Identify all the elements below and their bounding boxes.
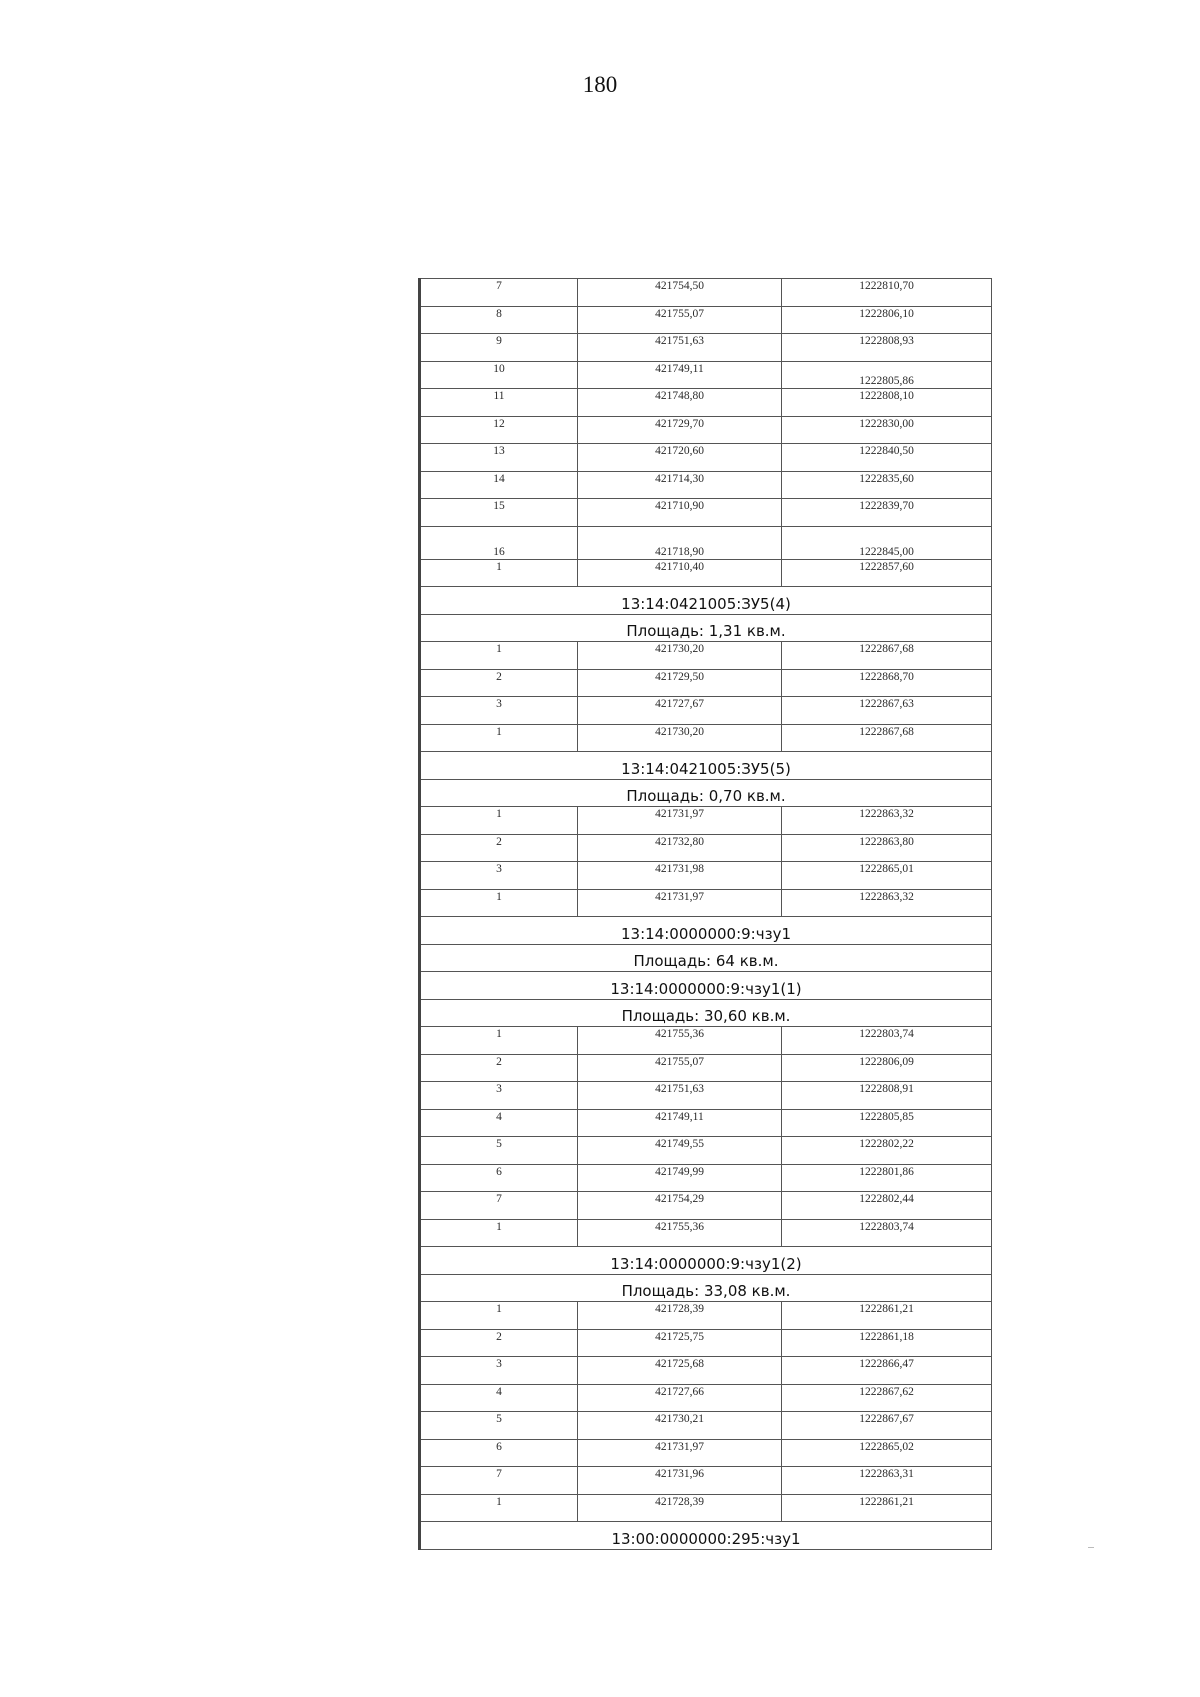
point-number-cell: 5: [420, 1137, 578, 1165]
x-coordinate-cell: 421754,29: [578, 1192, 782, 1220]
section-header-row: [420, 614, 992, 642]
point-number-cell: 6: [420, 1439, 578, 1467]
page-number: 180: [582, 72, 618, 97]
section-header-text: 13:14:0421005:ЗУ5(4): [420, 587, 992, 615]
y-coordinate-cell: 1222805,86: [782, 361, 992, 389]
x-coordinate-cell: 421729,70: [578, 416, 782, 444]
point-number-cell: 7: [420, 1192, 578, 1220]
point-number-cell: 2: [420, 834, 578, 862]
point-number-cell: 7: [420, 279, 578, 307]
x-coordinate-cell: 421725,75: [578, 1329, 782, 1357]
y-coordinate-cell: 1222808,91: [782, 1082, 992, 1110]
point-row: [420, 1164, 992, 1192]
section-header-text: 13:14:0000000:9:чзу1(1): [420, 972, 992, 1000]
x-coordinate-cell: 421727,67: [578, 697, 782, 725]
x-coordinate-cell: 421728,39: [578, 1494, 782, 1522]
section-header-row: [420, 752, 992, 780]
section-header-row: [420, 1522, 992, 1550]
x-coordinate-cell: 421751,63: [578, 334, 782, 362]
section-header-row: [420, 999, 992, 1027]
point-number-cell: 4: [420, 1109, 578, 1137]
section-header-text: Площадь: 0,70 кв.м.: [420, 779, 992, 807]
y-coordinate-cell: 1222806,09: [782, 1054, 992, 1082]
point-row: [420, 416, 992, 444]
point-row: [420, 526, 992, 559]
x-coordinate-cell: 421755,36: [578, 1219, 782, 1247]
y-coordinate-cell: 1222805,85: [782, 1109, 992, 1137]
x-coordinate-cell: 421751,63: [578, 1082, 782, 1110]
point-number-cell: 4: [420, 1384, 578, 1412]
y-coordinate-cell: 1222861,21: [782, 1494, 992, 1522]
section-header-text: Площадь: 30,60 кв.м.: [420, 999, 992, 1027]
point-row: [420, 807, 992, 835]
point-row: [420, 642, 992, 670]
section-header-text: Площадь: 33,08 кв.м.: [420, 1274, 992, 1302]
x-coordinate-cell: 421731,96: [578, 1467, 782, 1495]
x-coordinate-cell: 421749,11: [578, 1109, 782, 1137]
point-number-cell: 3: [420, 697, 578, 725]
section-header-row: [420, 917, 992, 945]
section-header-row: [420, 1274, 992, 1302]
point-number-cell: 13: [420, 444, 578, 472]
x-coordinate-cell: 421732,80: [578, 834, 782, 862]
point-number-cell: 1: [420, 889, 578, 917]
y-coordinate-cell: 1222867,68: [782, 724, 992, 752]
point-number-cell: 2: [420, 1329, 578, 1357]
y-coordinate-cell: 1222865,02: [782, 1439, 992, 1467]
x-coordinate-cell: 421731,97: [578, 1439, 782, 1467]
point-number-cell: 14: [420, 471, 578, 499]
section-header-row: [420, 779, 992, 807]
point-number-cell: 8: [420, 306, 578, 334]
y-coordinate-cell: 1222865,01: [782, 862, 992, 890]
x-coordinate-cell: 421710,90: [578, 499, 782, 527]
y-coordinate-cell: 1222863,32: [782, 807, 992, 835]
point-row: [420, 389, 992, 417]
x-coordinate-cell: 421755,07: [578, 1054, 782, 1082]
y-coordinate-cell: 1222802,22: [782, 1137, 992, 1165]
point-row: [420, 1384, 992, 1412]
y-coordinate-cell: 1222808,10: [782, 389, 992, 417]
y-coordinate-cell: 1222867,63: [782, 697, 992, 725]
y-coordinate-cell: 1222866,47: [782, 1357, 992, 1385]
point-row: [420, 1357, 992, 1385]
section-header-text: Площадь: 1,31 кв.м.: [420, 614, 992, 642]
point-row: [420, 559, 992, 587]
point-row: [420, 1027, 992, 1055]
x-coordinate-cell: 421727,66: [578, 1384, 782, 1412]
y-coordinate-cell: 1222867,62: [782, 1384, 992, 1412]
x-coordinate-cell: 421748,80: [578, 389, 782, 417]
point-row: [420, 1109, 992, 1137]
section-header-text: 13:14:0000000:9:чзу1: [420, 917, 992, 945]
coordinates-table-body: [420, 279, 992, 1550]
y-coordinate-cell: 1222863,32: [782, 889, 992, 917]
point-row: [420, 1192, 992, 1220]
point-number-cell: 15: [420, 499, 578, 527]
point-number-cell: 6: [420, 1164, 578, 1192]
point-row: [420, 862, 992, 890]
section-header-text: 13:00:0000000:295:чзу1: [420, 1522, 992, 1550]
x-coordinate-cell: 421731,97: [578, 807, 782, 835]
y-coordinate-cell: 1222808,93: [782, 334, 992, 362]
point-row: [420, 499, 992, 527]
section-header-text: 13:14:0000000:9:чзу1(2): [420, 1247, 992, 1275]
y-coordinate-cell: 1222810,70: [782, 279, 992, 307]
point-row: [420, 471, 992, 499]
point-number-cell: 2: [420, 1054, 578, 1082]
point-number-cell: 1: [420, 1302, 578, 1330]
x-coordinate-cell: 421728,39: [578, 1302, 782, 1330]
y-coordinate-cell: 1222801,86: [782, 1164, 992, 1192]
y-coordinate-cell: 1222861,21: [782, 1302, 992, 1330]
point-row: [420, 1329, 992, 1357]
section-header-row: [420, 972, 992, 1000]
section-header-row: [420, 1247, 992, 1275]
point-number-cell: 11: [420, 389, 578, 417]
point-number-cell: 5: [420, 1412, 578, 1440]
x-coordinate-cell: 421718,90: [578, 526, 782, 559]
x-coordinate-cell: 421755,36: [578, 1027, 782, 1055]
x-coordinate-cell: 421725,68: [578, 1357, 782, 1385]
point-row: [420, 1137, 992, 1165]
point-row: [420, 1082, 992, 1110]
x-coordinate-cell: 421730,20: [578, 642, 782, 670]
point-number-cell: 3: [420, 1082, 578, 1110]
point-number-cell: 2: [420, 669, 578, 697]
y-coordinate-cell: 1222867,67: [782, 1412, 992, 1440]
y-coordinate-cell: 1222835,60: [782, 471, 992, 499]
y-coordinate-cell: 1222863,80: [782, 834, 992, 862]
point-number-cell: 1: [420, 807, 578, 835]
x-coordinate-cell: 421749,99: [578, 1164, 782, 1192]
point-row: [420, 1054, 992, 1082]
y-coordinate-cell: 1222830,00: [782, 416, 992, 444]
y-coordinate-cell: 1222857,60: [782, 559, 992, 587]
y-coordinate-cell: 1222861,18: [782, 1329, 992, 1357]
point-row: [420, 834, 992, 862]
point-row: [420, 1412, 992, 1440]
x-coordinate-cell: 421754,50: [578, 279, 782, 307]
point-row: [420, 1494, 992, 1522]
point-number-cell: 10: [420, 361, 578, 389]
x-coordinate-cell: 421749,11: [578, 361, 782, 389]
point-number-cell: 1: [420, 1027, 578, 1055]
point-row: [420, 361, 992, 389]
y-coordinate-cell: 1222867,68: [782, 642, 992, 670]
point-row: [420, 724, 992, 752]
x-coordinate-cell: 421731,98: [578, 862, 782, 890]
section-header-row: [420, 587, 992, 615]
point-row: [420, 669, 992, 697]
point-row: [420, 444, 992, 472]
point-number-cell: 16: [420, 526, 578, 559]
point-row: [420, 889, 992, 917]
section-header-text: 13:14:0421005:ЗУ5(5): [420, 752, 992, 780]
y-coordinate-cell: 1222803,74: [782, 1219, 992, 1247]
x-coordinate-cell: 421749,55: [578, 1137, 782, 1165]
point-number-cell: 1: [420, 559, 578, 587]
x-coordinate-cell: 421755,07: [578, 306, 782, 334]
point-row: [420, 1219, 992, 1247]
point-number-cell: 9: [420, 334, 578, 362]
y-coordinate-cell: 1222802,44: [782, 1192, 992, 1220]
y-coordinate-cell: 1222868,70: [782, 669, 992, 697]
y-coordinate-cell: 1222863,31: [782, 1467, 992, 1495]
point-row: [420, 306, 992, 334]
point-row: [420, 697, 992, 725]
point-number-cell: 1: [420, 642, 578, 670]
y-coordinate-cell: 1222806,10: [782, 306, 992, 334]
section-header-row: [420, 944, 992, 972]
y-coordinate-cell: 1222803,74: [782, 1027, 992, 1055]
x-coordinate-cell: 421730,21: [578, 1412, 782, 1440]
y-coordinate-cell: 1222840,50: [782, 444, 992, 472]
x-coordinate-cell: 421720,60: [578, 444, 782, 472]
y-coordinate-cell: 1222845,00: [782, 526, 992, 559]
point-row: [420, 1467, 992, 1495]
point-number-cell: 1: [420, 724, 578, 752]
point-number-cell: 1: [420, 1219, 578, 1247]
point-number-cell: 3: [420, 1357, 578, 1385]
point-row: [420, 334, 992, 362]
point-row: [420, 279, 992, 307]
point-row: [420, 1439, 992, 1467]
section-header-text: Площадь: 64 кв.м.: [420, 944, 992, 972]
y-coordinate-cell: 1222839,70: [782, 499, 992, 527]
scan-mark: [1088, 1547, 1094, 1548]
x-coordinate-cell: 421730,20: [578, 724, 782, 752]
x-coordinate-cell: 421729,50: [578, 669, 782, 697]
x-coordinate-cell: 421714,30: [578, 471, 782, 499]
coordinates-table: [418, 278, 992, 1550]
point-number-cell: 7: [420, 1467, 578, 1495]
x-coordinate-cell: 421710,40: [578, 559, 782, 587]
point-number-cell: 12: [420, 416, 578, 444]
x-coordinate-cell: 421731,97: [578, 889, 782, 917]
point-row: [420, 1302, 992, 1330]
point-number-cell: 3: [420, 862, 578, 890]
point-number-cell: 1: [420, 1494, 578, 1522]
